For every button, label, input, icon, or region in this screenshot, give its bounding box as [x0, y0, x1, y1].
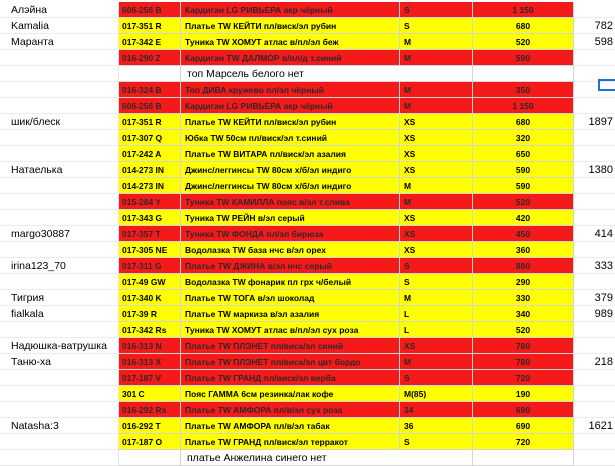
- article-code-cell[interactable]: 017-305 NE: [119, 242, 181, 258]
- table-row: [0, 210, 615, 226]
- price-cell[interactable]: 450: [473, 226, 574, 242]
- price-cell[interactable]: 680: [473, 114, 574, 130]
- total-cell[interactable]: [574, 242, 615, 258]
- size-cell[interactable]: [400, 450, 473, 466]
- item-description-cell[interactable]: Платье TW ПЛЭНЕТ пл/виск/эл цвт бордо: [181, 354, 400, 370]
- size-cell[interactable]: XS: [400, 242, 473, 258]
- table-row: [0, 434, 615, 450]
- table-row: [0, 450, 615, 466]
- customer-name-cell[interactable]: [0, 242, 119, 258]
- item-description-cell[interactable]: Джинс/леггинсы TW 80см х/б/эл индиго: [181, 162, 400, 178]
- selected-cell-outline: [598, 79, 615, 91]
- item-description-cell[interactable]: Платье TW АМФОРА пл/в/эл сух роза: [181, 402, 400, 418]
- item-description-cell[interactable]: Платье TW маркиза в/эл азалия: [181, 306, 400, 322]
- size-cell[interactable]: S: [400, 258, 473, 274]
- article-code-cell[interactable]: 017-242 A: [119, 146, 181, 162]
- item-description-cell[interactable]: Платье TW АМФОРА пл/в/эл табак: [181, 418, 400, 434]
- total-cell[interactable]: [574, 130, 615, 146]
- customer-name-cell[interactable]: [0, 210, 119, 226]
- size-cell[interactable]: XS: [400, 210, 473, 226]
- table-row: [0, 66, 615, 82]
- item-description-cell[interactable]: Туника TW ФОНДА пл/эл бирюза: [181, 226, 400, 242]
- total-cell[interactable]: 782: [574, 18, 615, 34]
- article-code-cell[interactable]: 014-273 IN: [119, 162, 181, 178]
- price-cell[interactable]: 520: [473, 194, 574, 210]
- total-cell[interactable]: [574, 146, 615, 162]
- article-code-cell[interactable]: 014-273 IN: [119, 178, 181, 194]
- item-description-cell[interactable]: Водолазка TW база нчс в/эл орех: [181, 242, 400, 258]
- table-row: [0, 162, 615, 178]
- size-cell[interactable]: XS: [400, 338, 473, 354]
- price-cell[interactable]: 340: [473, 306, 574, 322]
- table-row: [0, 242, 615, 258]
- price-cell[interactable]: 780: [473, 338, 574, 354]
- article-code-cell[interactable]: 017-187 O: [119, 434, 181, 450]
- price-cell[interactable]: 680: [473, 18, 574, 34]
- price-cell[interactable]: 590: [473, 50, 574, 66]
- item-description-cell[interactable]: Пояс ГАММА 6см резинка/лак кофе: [181, 386, 400, 402]
- size-cell[interactable]: XS: [400, 130, 473, 146]
- size-cell[interactable]: M: [400, 178, 473, 194]
- total-cell[interactable]: [574, 402, 615, 418]
- size-cell[interactable]: S: [400, 274, 473, 290]
- total-cell[interactable]: [574, 2, 615, 18]
- customer-name-cell[interactable]: Тигрия: [0, 290, 119, 306]
- price-cell[interactable]: 690: [473, 402, 574, 418]
- total-cell[interactable]: 414: [574, 226, 615, 242]
- customer-name-cell[interactable]: [0, 146, 119, 162]
- item-description-cell[interactable]: топ Марсель белого нет: [181, 66, 400, 82]
- customer-name-cell[interactable]: [0, 402, 119, 418]
- total-cell[interactable]: [574, 194, 615, 210]
- article-code-cell[interactable]: [119, 66, 181, 82]
- article-code-cell[interactable]: 017-49 GW: [119, 274, 181, 290]
- article-code-cell[interactable]: 016-292 Rs: [119, 402, 181, 418]
- total-cell[interactable]: [574, 370, 615, 386]
- customer-name-cell[interactable]: irina123_70: [0, 258, 119, 274]
- item-description-cell[interactable]: Платье TW КЕЙТИ пл/виск/эл рубин: [181, 18, 400, 34]
- total-cell[interactable]: [574, 434, 615, 450]
- customer-name-cell[interactable]: Маранта: [0, 34, 119, 50]
- size-cell[interactable]: M: [400, 50, 473, 66]
- table-row: [0, 290, 615, 306]
- customer-name-cell[interactable]: Natasha:3: [0, 418, 119, 434]
- total-cell[interactable]: [574, 210, 615, 226]
- item-description-cell[interactable]: Платье TW ГРАНД пл/виск/эл верба: [181, 370, 400, 386]
- article-code-cell[interactable]: 016-324 B: [119, 82, 181, 98]
- table-row: [0, 418, 615, 434]
- table-row: [0, 18, 615, 34]
- item-description-cell[interactable]: Платье TW ДЖИНА в/эл нчс серый: [181, 258, 400, 274]
- item-description-cell[interactable]: Туника TW РЕЙН в/эл серый: [181, 210, 400, 226]
- price-cell[interactable]: 190: [473, 386, 574, 402]
- size-cell[interactable]: XS: [400, 146, 473, 162]
- article-code-cell[interactable]: 016-313 X: [119, 354, 181, 370]
- size-cell[interactable]: 36: [400, 418, 473, 434]
- total-cell[interactable]: 1380: [574, 162, 615, 178]
- total-cell[interactable]: [574, 178, 615, 194]
- total-cell[interactable]: 989: [574, 306, 615, 322]
- customer-name-cell[interactable]: [0, 66, 119, 82]
- item-description-cell[interactable]: Туника TW ХОМУТ атлас в/пл/эл сух роза: [181, 322, 400, 338]
- item-description-cell[interactable]: Платье TW ТОГА в/эл шоколад: [181, 290, 400, 306]
- size-cell[interactable]: S: [400, 370, 473, 386]
- article-code-cell[interactable]: 016-292 T: [119, 418, 181, 434]
- customer-name-cell[interactable]: Надюшка-ватрушка: [0, 338, 119, 354]
- customer-name-cell[interactable]: [0, 50, 119, 66]
- table-row: [0, 146, 615, 162]
- table-row: [0, 354, 615, 370]
- total-cell[interactable]: [574, 98, 615, 114]
- table-row: [0, 322, 615, 338]
- price-cell[interactable]: 590: [473, 162, 574, 178]
- size-cell[interactable]: S: [400, 434, 473, 450]
- article-code-cell[interactable]: 016-313 N: [119, 338, 181, 354]
- table-row: [0, 306, 615, 322]
- customer-name-cell[interactable]: шик/блеск: [0, 114, 119, 130]
- total-cell[interactable]: 1621: [574, 418, 615, 434]
- price-cell[interactable]: 420: [473, 210, 574, 226]
- article-code-cell[interactable]: 017-307 Q: [119, 130, 181, 146]
- table-row: [0, 402, 615, 418]
- customer-name-cell[interactable]: [0, 370, 119, 386]
- size-cell[interactable]: [400, 66, 473, 82]
- price-cell[interactable]: [473, 66, 574, 82]
- total-cell[interactable]: 333: [574, 258, 615, 274]
- size-cell[interactable]: M(85): [400, 386, 473, 402]
- customer-name-cell[interactable]: [0, 322, 119, 338]
- price-cell[interactable]: 350: [473, 82, 574, 98]
- article-code-cell[interactable]: 017-311 G: [119, 258, 181, 274]
- total-cell[interactable]: [574, 450, 615, 466]
- item-description-cell[interactable]: Водолазка TW фонарик пл грх ч/белый: [181, 274, 400, 290]
- size-cell[interactable]: M: [400, 82, 473, 98]
- total-cell[interactable]: [574, 322, 615, 338]
- price-cell[interactable]: 1 150: [473, 2, 574, 18]
- item-description-cell[interactable]: Платье TW ВИТАРА пл/виск/эл азалия: [181, 146, 400, 162]
- customer-name-cell[interactable]: [0, 82, 119, 98]
- item-description-cell[interactable]: Платье TW ПЛЭНЕТ пл/виск/эл синий: [181, 338, 400, 354]
- table-row: [0, 226, 615, 242]
- table-row: [0, 2, 615, 18]
- article-code-cell[interactable]: 606-256 B: [119, 2, 181, 18]
- size-cell[interactable]: M: [400, 354, 473, 370]
- price-cell[interactable]: 720: [473, 370, 574, 386]
- total-cell[interactable]: 598: [574, 34, 615, 50]
- item-description-cell[interactable]: Платье TW КЕЙТИ пл/виск/эл рубин: [181, 114, 400, 130]
- item-description-cell[interactable]: Туника TW ХОМУТ атлас в/пл/эл беж: [181, 34, 400, 50]
- price-cell[interactable]: 690: [473, 418, 574, 434]
- total-cell[interactable]: 379: [574, 290, 615, 306]
- article-code-cell[interactable]: 017-187 V: [119, 370, 181, 386]
- size-cell[interactable]: XS: [400, 162, 473, 178]
- table-row: [0, 338, 615, 354]
- table-row: [0, 98, 615, 114]
- size-cell[interactable]: M: [400, 34, 473, 50]
- article-code-cell[interactable]: 016-290 Z: [119, 50, 181, 66]
- table-row: [0, 386, 615, 402]
- size-cell[interactable]: M: [400, 290, 473, 306]
- customer-name-cell[interactable]: Таню-ха: [0, 354, 119, 370]
- price-cell[interactable]: [473, 450, 574, 466]
- item-description-cell[interactable]: Кардиган LG РИВЬЕРА акр чёрный: [181, 98, 400, 114]
- article-code-cell[interactable]: 017-340 K: [119, 290, 181, 306]
- customer-name-cell[interactable]: [0, 386, 119, 402]
- price-cell[interactable]: 720: [473, 434, 574, 450]
- customer-name-cell[interactable]: [0, 98, 119, 114]
- size-cell[interactable]: S: [400, 2, 473, 18]
- customer-name-cell[interactable]: [0, 178, 119, 194]
- item-description-cell[interactable]: Джинс/леггинсы TW 80см х/б/эл индиго: [181, 178, 400, 194]
- item-description-cell[interactable]: Кардиган LG РИВЬЕРА акр чёрный: [181, 2, 400, 18]
- price-cell[interactable]: 1 150: [473, 98, 574, 114]
- customer-name-cell[interactable]: fialkala: [0, 306, 119, 322]
- size-cell[interactable]: 34: [400, 402, 473, 418]
- price-cell[interactable]: 590: [473, 178, 574, 194]
- customer-name-cell[interactable]: [0, 274, 119, 290]
- item-description-cell[interactable]: Кардиган TW ДАЛМОР в/пл/д т.синий: [181, 50, 400, 66]
- price-cell[interactable]: 650: [473, 146, 574, 162]
- price-cell[interactable]: 520: [473, 34, 574, 50]
- table-row: [0, 258, 615, 274]
- price-cell[interactable]: 290: [473, 274, 574, 290]
- customer-name-cell[interactable]: [0, 450, 119, 466]
- customer-name-cell[interactable]: margo30887: [0, 226, 119, 242]
- price-cell[interactable]: 780: [473, 354, 574, 370]
- price-cell[interactable]: 320: [473, 130, 574, 146]
- article-code-cell[interactable]: 017-342 Rs: [119, 322, 181, 338]
- table-row: [0, 194, 615, 210]
- customer-name-cell[interactable]: [0, 434, 119, 450]
- size-cell[interactable]: L: [400, 322, 473, 338]
- article-code-cell[interactable]: 301 C: [119, 386, 181, 402]
- price-cell[interactable]: 860: [473, 258, 574, 274]
- size-cell[interactable]: XS: [400, 114, 473, 130]
- article-code-cell[interactable]: 015-284 Y: [119, 194, 181, 210]
- article-code-cell[interactable]: 017-343 G: [119, 210, 181, 226]
- item-description-cell[interactable]: Туника TW КАМИЛЛА пояс в/эл т.слива: [181, 194, 400, 210]
- table-row: [0, 82, 615, 98]
- total-cell[interactable]: [574, 50, 615, 66]
- customer-name-cell[interactable]: Kamalia: [0, 18, 119, 34]
- item-description-cell[interactable]: Юбка TW 50см пл/виск/эл т.синий: [181, 130, 400, 146]
- table-row: [0, 50, 615, 66]
- price-cell[interactable]: 520: [473, 322, 574, 338]
- table-row: [0, 34, 615, 50]
- table-row: [0, 274, 615, 290]
- total-cell[interactable]: [574, 338, 615, 354]
- article-code-cell[interactable]: 017-39 R: [119, 306, 181, 322]
- article-code-cell[interactable]: 017-342 E: [119, 34, 181, 50]
- article-code-cell[interactable]: 017-357 T: [119, 226, 181, 242]
- size-cell[interactable]: XS: [400, 226, 473, 242]
- article-code-cell[interactable]: 017-351 R: [119, 114, 181, 130]
- total-cell[interactable]: [574, 274, 615, 290]
- item-description-cell[interactable]: платье Анжелина синего нет: [181, 450, 400, 466]
- total-cell[interactable]: 1897: [574, 114, 615, 130]
- customer-name-cell[interactable]: Алэйна: [0, 2, 119, 18]
- size-cell[interactable]: L: [400, 306, 473, 322]
- item-description-cell[interactable]: Платье TW ГРАНД пл/виск/эл терракот: [181, 434, 400, 450]
- table-row: [0, 178, 615, 194]
- article-code-cell[interactable]: 606-256 B: [119, 98, 181, 114]
- table-row: [0, 370, 615, 386]
- article-code-cell[interactable]: [119, 450, 181, 466]
- price-cell[interactable]: 360: [473, 242, 574, 258]
- table-row: [0, 114, 615, 130]
- table-row: [0, 130, 615, 146]
- customer-name-cell[interactable]: Натаелька: [0, 162, 119, 178]
- size-cell[interactable]: S: [400, 18, 473, 34]
- item-description-cell[interactable]: Топ ДИВА кружево пл/эл чёрный: [181, 82, 400, 98]
- size-cell[interactable]: M: [400, 194, 473, 210]
- price-cell[interactable]: 330: [473, 290, 574, 306]
- total-cell[interactable]: 218: [574, 354, 615, 370]
- total-cell[interactable]: [574, 386, 615, 402]
- article-code-cell[interactable]: 017-351 R: [119, 18, 181, 34]
- customer-name-cell[interactable]: [0, 130, 119, 146]
- customer-name-cell[interactable]: [0, 194, 119, 210]
- size-cell[interactable]: M: [400, 98, 473, 114]
